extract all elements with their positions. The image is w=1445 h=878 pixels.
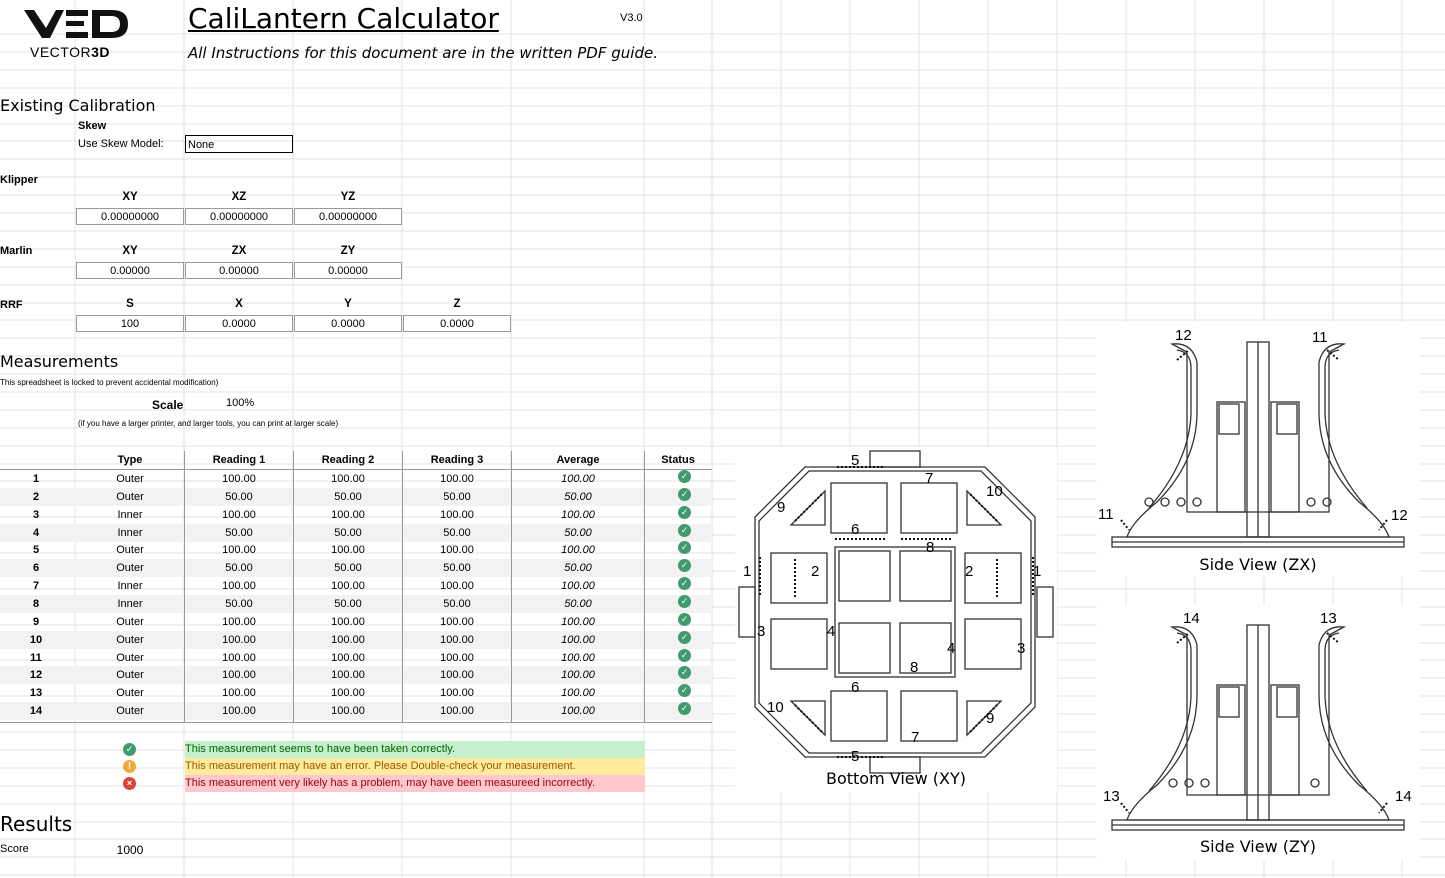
cell-n: 9 <box>32 615 40 628</box>
zx-num-11-bottom: 11 <box>1098 506 1114 523</box>
cell-avg: 100.00 <box>561 705 595 718</box>
zy-num-14-bottom: 14 <box>1395 788 1412 805</box>
rrf-header-y: Y <box>344 298 352 310</box>
marlin-header-zy: ZY <box>340 245 356 257</box>
col-reading1: Reading 1 <box>212 454 266 466</box>
rrf-header-z: Z <box>453 298 461 310</box>
cell-avg: 50.00 <box>564 490 592 503</box>
cell-n: 4 <box>32 526 40 539</box>
cell-avg: 50.00 <box>564 526 592 539</box>
legend-error-icon: × <box>123 777 136 790</box>
cell-r2[interactable]: 50.00 <box>334 562 362 575</box>
cell-r3[interactable]: 50.00 <box>443 562 471 575</box>
cell-avg: 100.00 <box>561 580 595 593</box>
bottom-num-9-bottom: 9 <box>986 710 995 727</box>
cell-type: Inner <box>117 508 143 521</box>
page-title: CaliLantern Calculator <box>188 2 499 35</box>
cell-r2[interactable]: 100.00 <box>331 580 365 593</box>
cell-r1[interactable]: 100.00 <box>222 473 256 485</box>
table-bottom-border <box>0 722 712 723</box>
zx-num-11-top: 11 <box>1312 329 1328 346</box>
cell-avg: 100.00 <box>561 544 595 557</box>
cell-r2[interactable]: 100.00 <box>331 615 365 628</box>
table-header <box>0 451 712 470</box>
marlin-value-xy: 0.00000 <box>76 262 184 279</box>
measurements-heading: Measurements <box>0 352 119 371</box>
rrf-value-y: 0.0000 <box>294 315 402 332</box>
cell-n: 11 <box>30 651 42 664</box>
cell-type: Outer <box>116 651 144 664</box>
rrf-value-x: 0.0000 <box>185 315 293 332</box>
side-view-zx-caption: Side View (ZX) <box>1199 555 1317 574</box>
table-row: 4 Inner 50.00 50.00 50.00 50.00 ✓ <box>0 524 712 542</box>
cell-avg: 100.00 <box>561 615 595 628</box>
cell-type: Inner <box>117 580 143 593</box>
zx-num-12-bottom: 12 <box>1391 507 1408 524</box>
cell-type: Outer <box>116 633 144 646</box>
table-row: 14 Outer 100.00 100.00 100.00 100.00 ✓ <box>0 702 712 720</box>
klipper-value-xy: 0.00000000 <box>76 208 184 225</box>
table-row: 7 Inner 100.00 100.00 100.00 100.00 ✓ <box>0 577 712 595</box>
bottom-num-6-bottom: 6 <box>851 679 860 696</box>
side-view-zx-diagram <box>1097 322 1419 577</box>
legend-error-text: This measurement very likely has a problem, may have been measureed incorrectly. <box>185 775 645 792</box>
zy-num-13-top: 13 <box>1320 610 1337 627</box>
scale-note: (if you have a larger printer, and larger tools, you can print at larger scale) <box>78 419 339 428</box>
cell-type: Outer <box>116 669 144 682</box>
klipper-header-yz: YZ <box>340 191 356 203</box>
cell-type: Outer <box>116 490 144 503</box>
table-row: 1 Outer 100.00 100.00 100.00 100.00 ✓ <box>0 470 712 488</box>
cell-type: Outer <box>116 473 144 485</box>
cell-r3[interactable]: 100.00 <box>440 544 474 557</box>
cell-type: Outer <box>116 544 144 557</box>
instructions-text: All Instructions for this document are in the written PDF guide. <box>188 44 658 62</box>
locked-note: This spreadsheet is locked to prevent accidental modification) <box>0 378 219 387</box>
table-divider <box>511 451 512 723</box>
score-label: Score <box>0 843 29 855</box>
table-row: 2 Outer 50.00 50.00 50.00 50.00 ✓ <box>0 488 712 506</box>
version-label: V3.0 <box>620 12 643 24</box>
klipper-value-xz: 0.00000000 <box>185 208 293 225</box>
cell-r1[interactable]: 100.00 <box>222 508 256 521</box>
table-row: 13 Outer 100.00 100.00 100.00 100.00 ✓ <box>0 684 712 702</box>
cell-type: Outer <box>116 615 144 628</box>
cell-r1[interactable]: 50.00 <box>225 597 253 610</box>
bottom-num-2-right: 2 <box>965 563 974 580</box>
bottom-view-caption: Bottom View (XY) <box>825 769 967 788</box>
cell-type: Outer <box>116 562 144 575</box>
cell-r2[interactable]: 50.00 <box>334 490 362 503</box>
table-row: 5 Outer 100.00 100.00 100.00 100.00 ✓ <box>0 541 712 559</box>
rrf-header-s: S <box>126 298 134 310</box>
cell-r1[interactable]: 100.00 <box>222 544 256 557</box>
cell-n: 2 <box>32 490 40 503</box>
cell-r2[interactable]: 100.00 <box>331 651 365 664</box>
cell-r2[interactable]: 100.00 <box>331 633 365 646</box>
cell-r1[interactable]: 100.00 <box>222 687 256 700</box>
cell-r3[interactable]: 100.00 <box>440 473 474 485</box>
bottom-num-3-right: 3 <box>1017 640 1026 657</box>
table-divider <box>402 451 403 723</box>
marlin-value-zx: 0.00000 <box>185 262 293 279</box>
table-row: 12 Outer 100.00 100.00 100.00 100.00 ✓ <box>0 666 712 684</box>
rrf-header-x: X <box>235 298 243 310</box>
cell-r1[interactable]: 100.00 <box>222 669 256 682</box>
bottom-view-diagram <box>735 447 1057 792</box>
rrf-value-z: 0.0000 <box>403 315 511 332</box>
bottom-num-4-right: 4 <box>947 640 956 657</box>
cell-r3[interactable]: 50.00 <box>443 490 471 503</box>
bottom-num-7-bottom: 7 <box>911 729 920 746</box>
bottom-num-1-left: 1 <box>743 563 752 580</box>
bottom-num-5-bottom: 5 <box>851 748 860 765</box>
marlin-header-zx: ZX <box>231 245 247 257</box>
bottom-num-1-right: 1 <box>1033 563 1042 580</box>
bottom-num-6-top: 6 <box>851 521 860 538</box>
cell-r3[interactable]: 100.00 <box>440 633 474 646</box>
klipper-header-xz: XZ <box>231 191 247 203</box>
cell-r3[interactable]: 100.00 <box>440 580 474 593</box>
table-divider <box>184 451 185 723</box>
cell-n: 6 <box>32 562 40 575</box>
cell-r1[interactable]: 100.00 <box>222 580 256 593</box>
cell-type: Outer <box>116 687 144 700</box>
cell-r2[interactable]: 100.00 <box>331 544 365 557</box>
table-row: 6 Outer 50.00 50.00 50.00 50.00 ✓ <box>0 559 712 577</box>
cell-r2[interactable]: 50.00 <box>334 526 362 539</box>
cell-r2[interactable]: 100.00 <box>331 473 365 485</box>
legend-warn-icon: ! <box>123 760 136 773</box>
bottom-num-2-left: 2 <box>811 563 820 580</box>
klipper-value-yz: 0.00000000 <box>294 208 402 225</box>
cell-r1[interactable]: 100.00 <box>222 651 256 664</box>
bottom-num-10-top: 10 <box>986 483 1003 500</box>
table-row: 9 Outer 100.00 100.00 100.00 100.00 ✓ <box>0 613 712 631</box>
cell-r3[interactable]: 100.00 <box>440 687 474 700</box>
ved-logo-mark-icon <box>20 4 132 42</box>
table-divider <box>644 451 645 723</box>
bottom-num-8-bottom: 8 <box>910 659 919 676</box>
bottom-num-9-top: 9 <box>777 499 786 516</box>
cell-avg: 100.00 <box>561 651 595 664</box>
rrf-value-s: 100 <box>76 315 184 332</box>
cell-avg: 100.00 <box>561 687 595 700</box>
logo-text-vector: VECTOR <box>30 44 92 60</box>
existing-calibration-heading: Existing Calibration <box>0 96 156 115</box>
col-reading3: Reading 3 <box>430 454 484 466</box>
cell-r3[interactable]: 100.00 <box>440 705 474 718</box>
side-view-zy-diagram <box>1097 605 1419 860</box>
cell-type: Inner <box>117 597 143 610</box>
cell-r2[interactable]: 100.00 <box>331 687 365 700</box>
marlin-label: Marlin <box>0 245 33 257</box>
cell-r3[interactable]: 50.00 <box>443 597 471 610</box>
bottom-num-8-top: 8 <box>926 539 935 556</box>
table-row: 10 Outer 100.00 100.00 100.00 100.00 ✓ <box>0 631 712 649</box>
col-reading2: Reading 2 <box>321 454 375 466</box>
cell-avg: 100.00 <box>561 633 595 646</box>
table-row: 8 Inner 50.00 50.00 50.00 50.00 ✓ <box>0 595 712 613</box>
cell-n: 7 <box>32 580 40 593</box>
bottom-num-10-bottom: 10 <box>767 699 784 716</box>
zx-num-12-top: 12 <box>1175 327 1192 344</box>
cell-n: 3 <box>32 508 40 521</box>
cell-avg: 100.00 <box>561 669 595 682</box>
legend-ok-icon: ✓ <box>123 743 136 756</box>
scale-value[interactable]: 100% <box>226 397 255 409</box>
cell-n: 14 <box>29 705 43 718</box>
cell-n: 12 <box>29 669 43 682</box>
cell-n: 13 <box>29 687 43 700</box>
bottom-view-drawing <box>735 447 1057 777</box>
table-divider <box>293 451 294 723</box>
col-status: Status <box>661 454 695 466</box>
klipper-header-xy: XY <box>122 191 138 203</box>
bottom-num-3-left: 3 <box>757 623 766 640</box>
zy-num-13-bottom: 13 <box>1103 788 1120 805</box>
cell-r2[interactable]: 50.00 <box>334 597 362 610</box>
cell-r3[interactable]: 100.00 <box>440 615 474 628</box>
cell-avg: 50.00 <box>564 597 592 610</box>
cell-r3[interactable]: 100.00 <box>440 651 474 664</box>
cell-r1[interactable]: 100.00 <box>222 705 256 718</box>
skew-label: Skew <box>78 120 107 132</box>
marlin-header-xy: XY <box>122 245 138 257</box>
marlin-value-zy: 0.00000 <box>294 262 402 279</box>
skew-model-label: Use Skew Model: <box>78 138 164 150</box>
rrf-label: RRF <box>0 299 23 311</box>
cell-r1[interactable]: 100.00 <box>222 615 256 628</box>
cell-n: 5 <box>32 544 40 557</box>
bottom-num-4-left: 4 <box>827 623 836 640</box>
table-row: 3 Inner 100.00 100.00 100.00 100.00 ✓ <box>0 506 712 524</box>
cell-r3[interactable]: 100.00 <box>440 669 474 682</box>
cell-r1[interactable]: 100.00 <box>222 633 256 646</box>
cell-r1[interactable]: 50.00 <box>225 490 253 503</box>
legend-ok-text: This measurement seems to have been taken correctly. <box>185 741 645 758</box>
cell-n: 10 <box>29 633 43 646</box>
side-view-zy-caption: Side View (ZY) <box>1200 837 1316 856</box>
cell-avg: 100.00 <box>561 508 595 521</box>
cell-n: 1 <box>32 473 40 485</box>
table-row: 11 Outer 100.00 100.00 100.00 100.00 ✓ <box>0 649 712 667</box>
bottom-num-7-top: 7 <box>925 470 934 487</box>
cell-type: Inner <box>117 526 143 539</box>
cell-avg: 100.00 <box>561 473 595 485</box>
cell-r1[interactable]: 50.00 <box>225 562 253 575</box>
side-view-zx-drawing <box>1097 322 1419 554</box>
cell-n: 8 <box>32 597 40 610</box>
zy-num-14-top: 14 <box>1183 610 1200 627</box>
bottom-num-5-top: 5 <box>851 452 860 469</box>
score-value: 1000 <box>116 843 144 857</box>
results-heading: Results <box>0 812 73 836</box>
cell-r2[interactable]: 100.00 <box>331 705 365 718</box>
skew-model-select[interactable]: None <box>185 135 293 153</box>
cell-r3[interactable]: 50.00 <box>443 526 471 539</box>
cell-avg: 50.00 <box>564 562 592 575</box>
scale-label: Scale <box>152 398 184 412</box>
logo-text-3d: 3D <box>91 44 110 60</box>
side-view-zy-drawing <box>1097 605 1419 837</box>
legend-warn-text: This measurement may have an error. Please Double-check your measurement. <box>185 758 645 775</box>
vector3d-logo <box>20 4 132 64</box>
klipper-label: Klipper <box>0 174 38 186</box>
cell-r3[interactable]: 100.00 <box>440 508 474 521</box>
cell-type: Outer <box>116 705 144 718</box>
col-average: Average <box>556 454 600 466</box>
col-type: Type <box>117 454 143 466</box>
cell-r2[interactable]: 100.00 <box>331 508 365 521</box>
measurement-table <box>0 451 712 723</box>
cell-r2[interactable]: 100.00 <box>331 669 365 682</box>
cell-r1[interactable]: 50.00 <box>225 526 253 539</box>
